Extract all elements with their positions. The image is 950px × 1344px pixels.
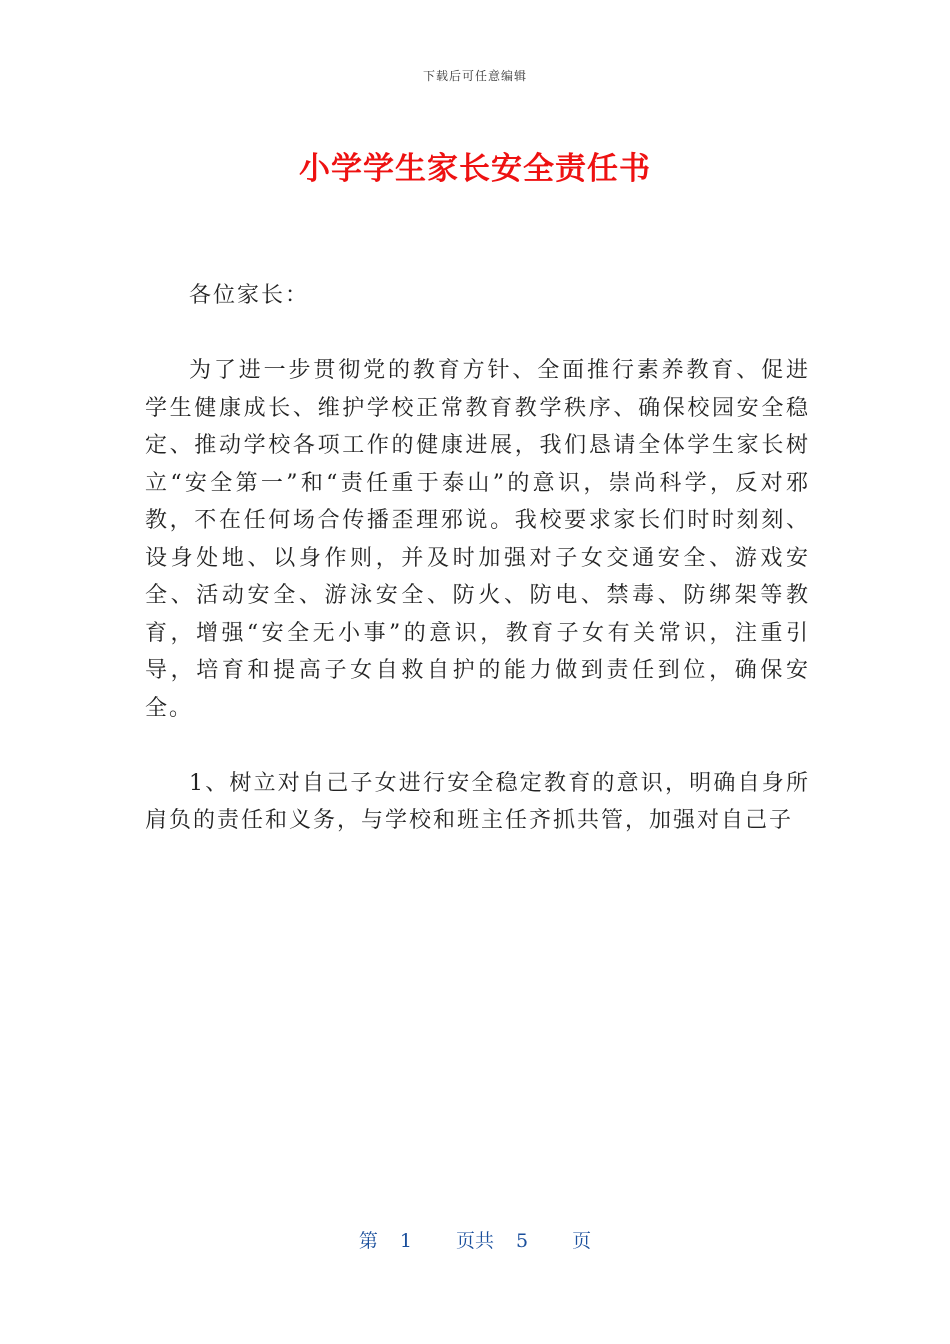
footer-suffix: 页: [572, 1230, 592, 1252]
footer-current-page: 1: [399, 1230, 412, 1252]
footer-total-pages: 5: [516, 1230, 529, 1252]
footer-middle: 页共: [455, 1230, 494, 1252]
header-note: 下载后可任意编辑: [422, 69, 527, 83]
document-body: [145, 277, 810, 877]
footer-prefix: 第: [358, 1230, 378, 1252]
salutation-paragraph: 各位家长：: [189, 283, 310, 308]
body-paragraph-item-1: 1、树立对自己子女进行安全稳定教育的意识，明确自身所肩负的责任和义务，与学校和班主任齐抓共管，加强对自己子: [145, 770, 810, 833]
page-footer: [0, 1226, 950, 1253]
body-paragraph-intro: 为了进一步贯彻党的教育方针、全面推行素养教育、促进学生健康成长、维护学校正常教育教学秩序、确保校园安全稳定、推动学校各项工作的健康进展，我们恳请全体学生家长树立“安全第一”和“责任重于泰山”的意识，崇尚科学，反对邪教，不在任何场合传播歪理邪说。我校要求家长们时时刻刻、设身处地、以身作则，并及时加强对子女交通安全、游戏安全、活动安全、游泳安全、防火、防电、禁毒、防绑架等教育，增强“安全无小事”的意识，教育子女有关常识，注重引导，培育和提高子女自救自护的能力做到责任到位，确保安全。: [145, 358, 810, 721]
document-title: 小学学生家长安全责任书: [299, 151, 651, 187]
